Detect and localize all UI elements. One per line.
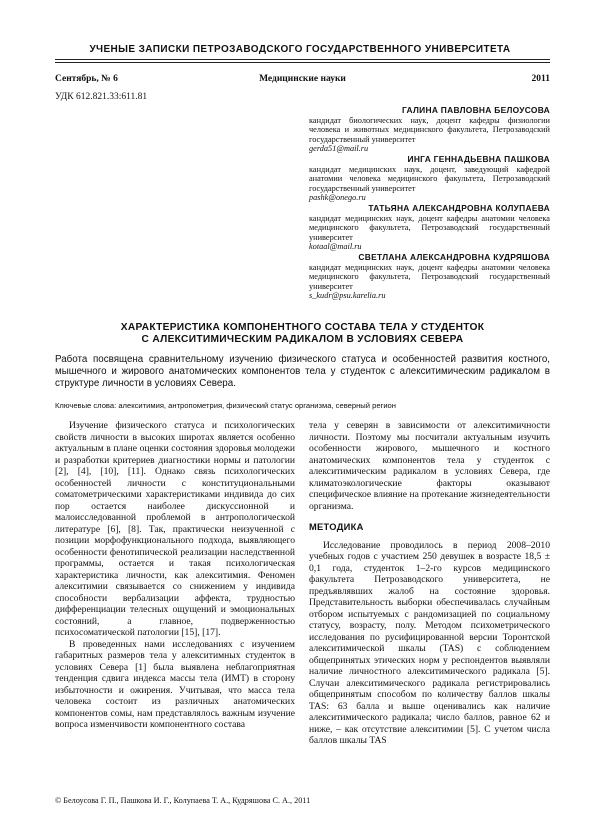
article-title [55, 322, 550, 346]
udk-code: УДК 612.821.33:611.81 [55, 92, 148, 102]
journal-title: УЧЕНЫЕ ЗАПИСКИ ПЕТРОЗАВОДСКОГО ГОСУДАРСТВЕННОГО УНИВЕРСИТЕТА [89, 44, 511, 55]
paragraph: В проведенных нами исследованиях с изучением габаритных размеров тела у алекситимных студенток в условиях Севера [1] была выявлена неблагоприятная тенденция сдвига индекса массы тела (ИМТ) в сторону избыточности и ожирения. Учитывая, что масса тела человека состоит из различных анатомических компонентов сомы, нам представлялось важным изучение вопроса изменчивости компонентного состава [55, 638, 295, 730]
author-name: ТАТЬЯНА АЛЕКСАНДРОВНА КОЛУПАЕВА [368, 203, 550, 214]
author-email: pashk@onego.ru [309, 192, 366, 202]
left-column [55, 420, 295, 731]
author-block [309, 253, 550, 300]
abstract: Работа посвящена сравнительному изучению физического статуса и особенностей развития костного, мышечного и жирового анатомических компонентов тела у студенток с алекситимическим радикалом в структуре личности в условиях Севера. [55, 354, 550, 390]
paragraph: тела у северян в зависимости от алекситимичности личности. Поэтому мы посчитали актуальным изучить особенности жирового, мышечного и костного анатомических компонентов тела у студенток с алекситимическим радикалом в условиях Севера, где климатоэкологические факторы оказывают специфическое влияние на протекание жизнедеятельности организма. [309, 420, 550, 512]
journal-section: Медицинские науки [259, 74, 346, 84]
paragraph: Изучение физического статуса и психологических свойств личности в высоких широтах является особенно актуальным в плане оценки состояния здоровья молодежи и разработки критериев диагностики нормы и патологии [2], [4], [10], [11]. Однако связь психологических особенностей личности с конституциональными соматометрическими характеристиками индивида до сих пор остается наиболее дискуссионной и малоисследованной проблемой в антропологической литературе [6], [8]. Так, практически неизученной с позиции морфофункционального подхода, выявляющего особенности фенотипической реализации наследственной программы, остается и такая психологическая характеристика личности, как алекситимия. Феномен алекситимии связывается со снижением у индивида способности вербализации аффекта, трудностью дифференциации телесных ощущений и эмоциональных состояний, а главное, подверженностью психосоматической патологии [15], [17]. [55, 420, 295, 638]
author-affiliation: кандидат медицинских наук, доцент, заведующий кафедрой анатомии человека медицинского факультета, Петрозаводский государственный университет [309, 165, 550, 193]
keywords: Ключевые слова: алекситимия, антропометрия, физический статус организма, северный регион [55, 401, 396, 410]
author-block [309, 155, 550, 202]
author-name: ИНГА ГЕННАДЬЕВНА ПАШКОВА [407, 154, 550, 165]
author-email: gerda51@mail.ru [309, 143, 369, 153]
author-email: kotaal@mail.ru [309, 241, 362, 251]
issue-date: Сентябрь, № 6 [55, 74, 118, 84]
author-name: ГАЛИНА ПАВЛОВНА БЕЛОУСОВА [402, 105, 550, 115]
author-name: СВЕТЛАНА АЛЕКСАНДРОВНА КУДРЯШОВА [358, 252, 550, 263]
author-affiliation: кандидат медицинских наук, доцент кафедры анатомии человека медицинского факультета, Петрозаводский государственный университет [309, 214, 550, 242]
author-block [309, 106, 550, 153]
issue-year: 2011 [531, 74, 550, 84]
article-title-line-1: ХАРАКТЕРИСТИКА КОМПОНЕНТНОГО СОСТАВА ТЕЛА У СТУДЕНТОК [120, 322, 485, 333]
article-title-line-2: С АЛЕКСИТИМИЧЕСКИМ РАДИКАЛОМ В УСЛОВИЯХ СЕВЕРА [141, 334, 464, 345]
header-rule-thin [55, 62, 550, 63]
author-email: s_kudr@psu.karelia.ru [309, 290, 386, 300]
copyright-line: © Белоусова Г. П., Пашкова И. Г., Колупаева Т. А., Кудряшова С. А., 2011 [55, 796, 311, 805]
author-affiliation: кандидат биологических наук, доцент кафедры физиологии человека и животных медицинского факультета, Петрозаводский государственный университет [309, 116, 550, 144]
issue-meta-row [55, 74, 550, 86]
section-heading-methods: МЕТОДИКА [309, 522, 364, 532]
right-column [309, 420, 550, 747]
author-affiliation: кандидат медицинских наук, доцент кафедры анатомии человека медицинского факультета, Петрозаводский государственный университет [309, 263, 550, 291]
author-list [309, 106, 550, 302]
paragraph: Исследование проводилось в период 2008–2010 учебных годов с участием 250 девушек в возрасте 18,5 ± 0,1 года, студенток 1–2-го курсов медицинского факультета Петрозаводского университета, не предъявлявших жалоб на состояние здоровья. Представительность выборки обеспечивалась случайным отбором испытуемых с рандомизацией по социальному статусу, возрасту, полу. Методом психометрического исследования по русифицированной версии Торонтской алекситимической шкалы (TAS) с соблюдением общепринятых этических норм у респондентов выявляли наличие личностного алекситимического радикала [5]. Случаи алекситимического радикала регистрировались общепринятым способом по количеству баллов шкалы TAS: 63 балла и выше оценивались как наличие алекситимического радикала; число баллов, равное 62 и ниже, – как отсутствие алекситимии [5]. С учетом числа баллов шкалы TAS [309, 539, 550, 746]
author-block [309, 204, 550, 251]
header-rule [55, 59, 550, 60]
